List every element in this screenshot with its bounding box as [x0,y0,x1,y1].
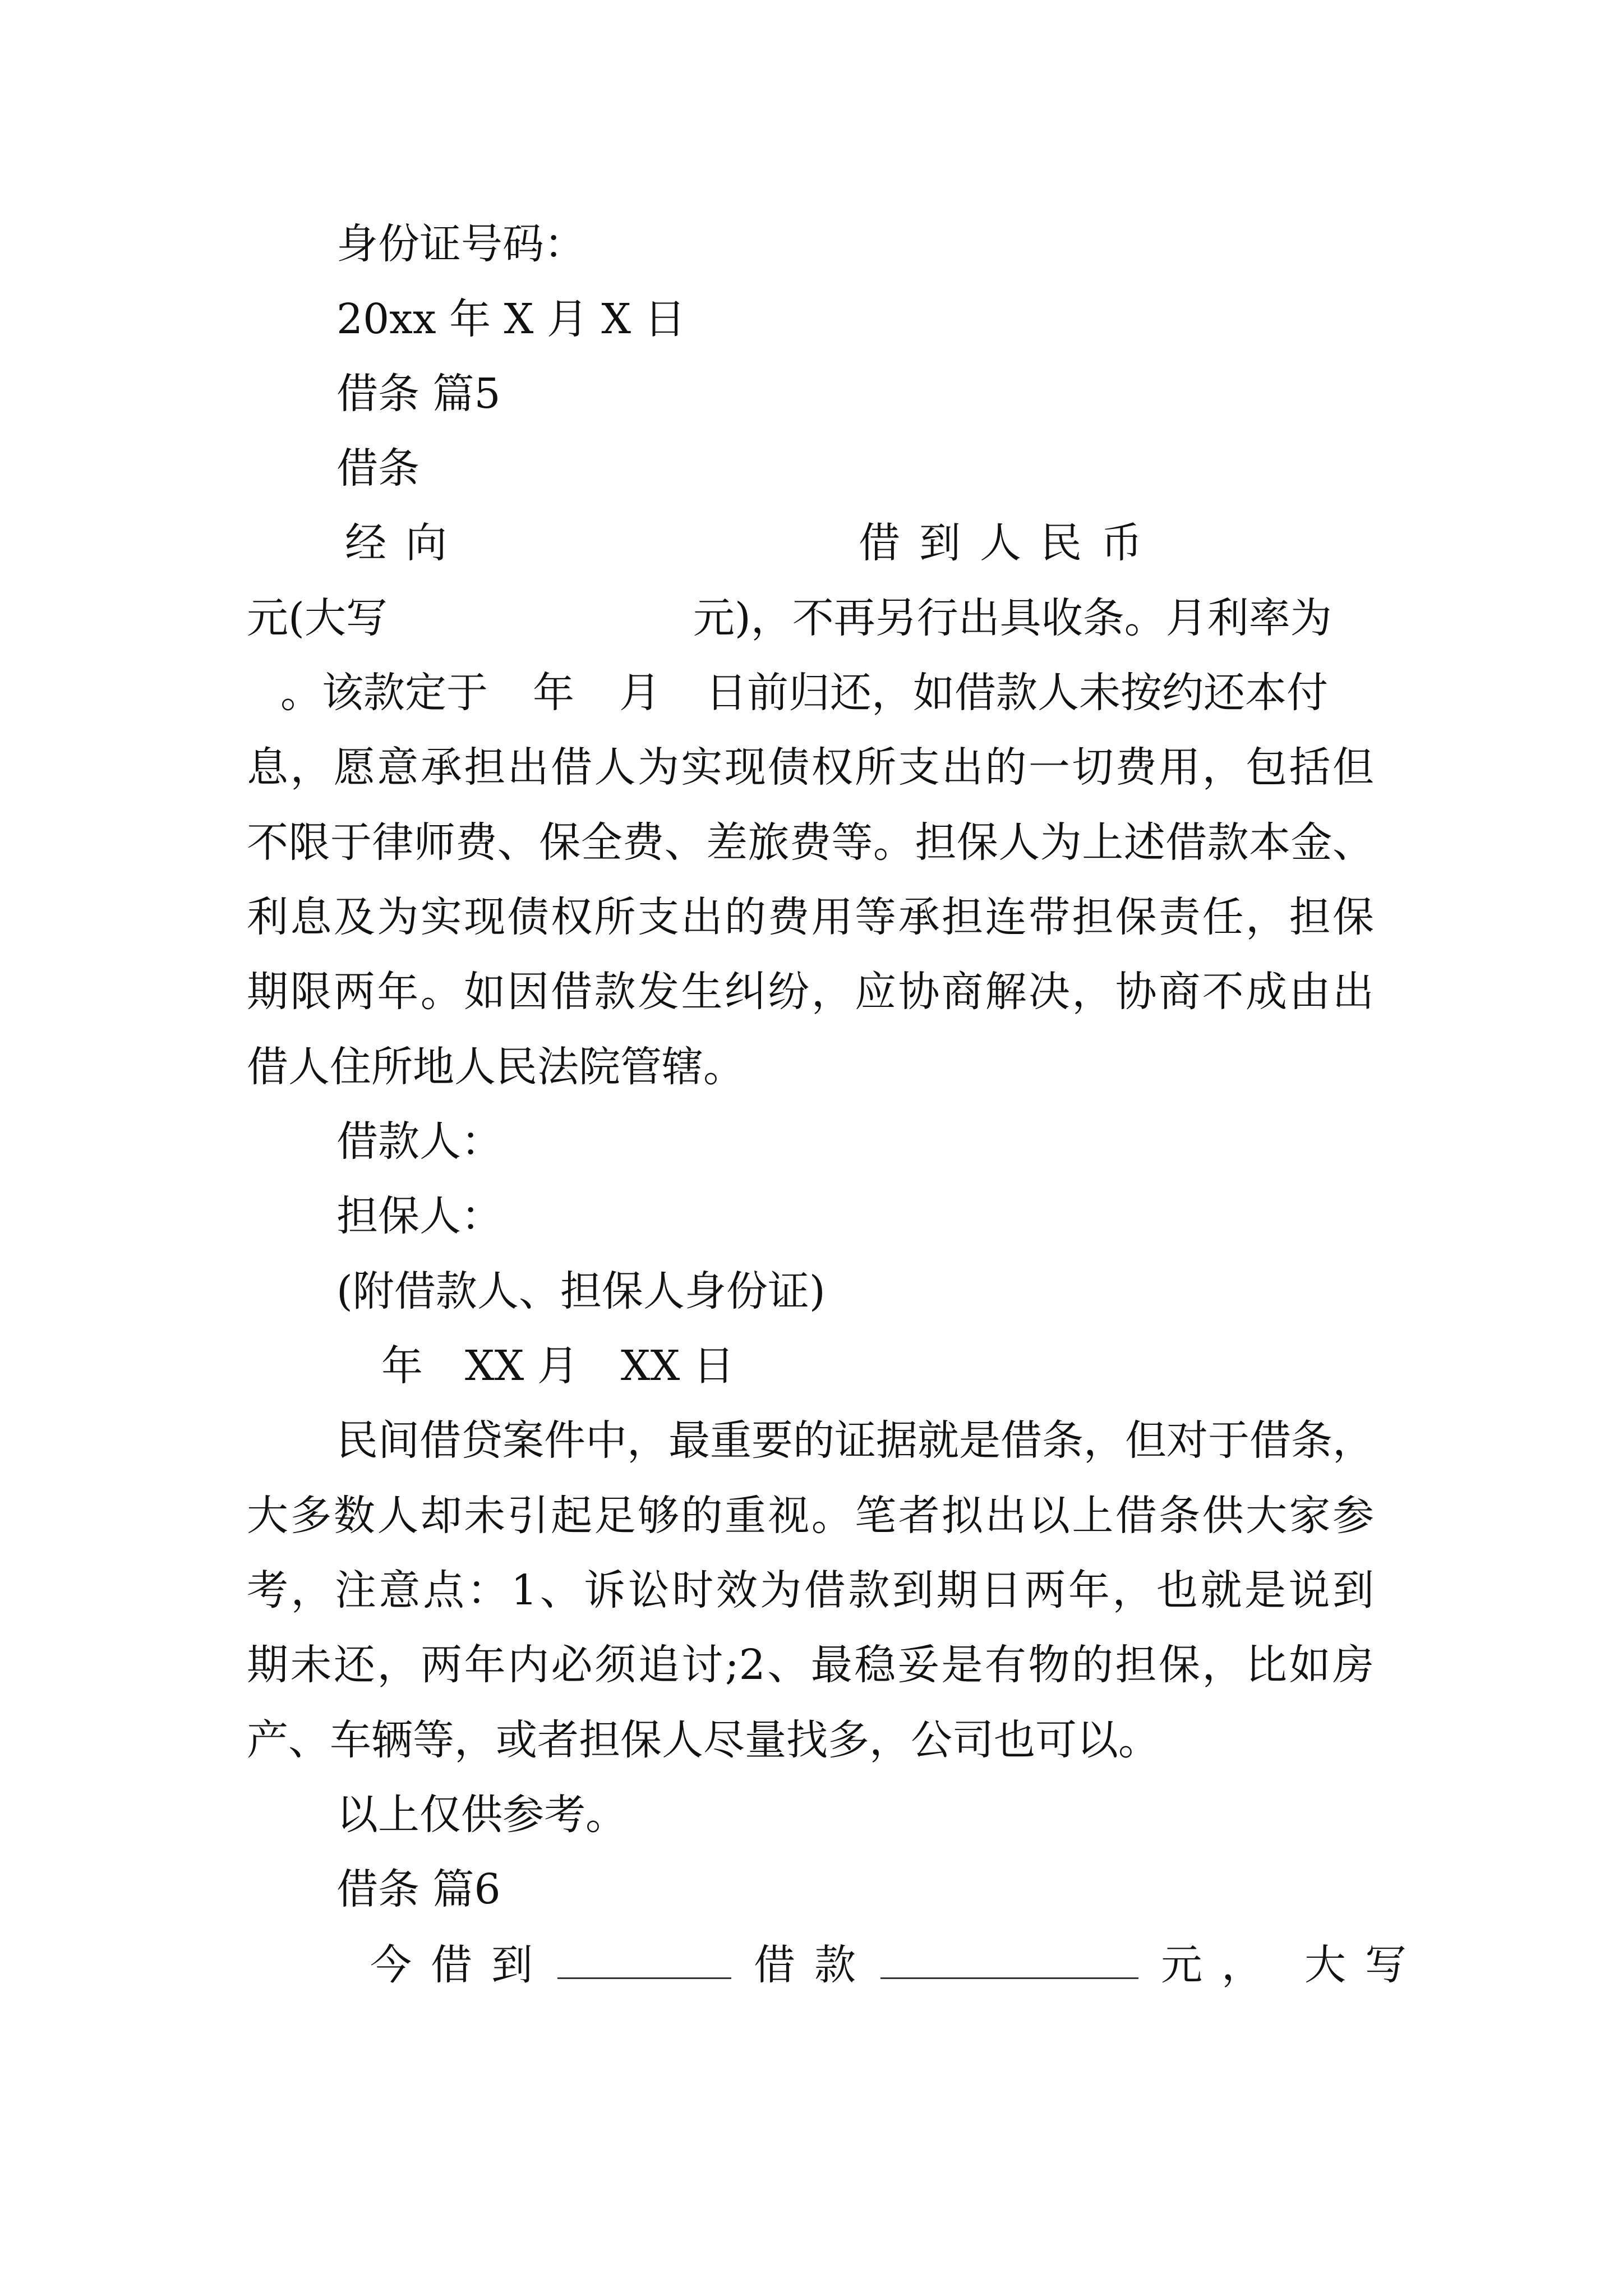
amount-prefix: 借到人民币 [859,519,1161,567]
signature-date [247,1342,1374,1390]
guarantor-label: 担保人： [336,1192,502,1240]
id-number-label: 身份证号码： [336,220,585,268]
repayment-month: 月 [619,669,661,717]
repayment-prefix: 。该款定于 [280,669,488,717]
paragraph-line-3 [247,669,1374,717]
repayment-year: 年 [533,669,574,717]
date-line: 20xx 年 X 月 X 日 [336,295,686,343]
uppercase-label: 大写 [1304,1941,1426,1989]
signature-month: XX 月 [465,1342,579,1390]
uppercase-amount-prefix: 元(大写 [247,594,388,642]
amount-blank [880,1944,1138,1979]
yuan-label: 元， [1161,1941,1282,1989]
paragraph-line-1 [247,519,1374,567]
note-line-5: 产、车辆等，或者担保人尽量找多，公司也可以。 [247,1716,1160,1764]
paragraph-line-8: 借人住所地人民法院管辖。 [247,1043,745,1091]
section-heading-6: 借条 篇6 [336,1865,501,1913]
section-heading-5: 借条 篇5 [336,370,501,418]
repayment-clause: 日前归还，如借款人未按约还本付 [706,669,1328,717]
note-line-4: 期未还，两年内必须追讨;2、最稳妥是有物的担保，比如房 [247,1641,1374,1689]
paragraph-line-4: 息，愿意承担出借人为实现债权所支出的一切费用，包括但 [247,743,1374,792]
iou-6-first-line [247,1941,1426,1989]
note-line-1: 民间借贷案件中，最重要的证据就是借条，但对于借条， [336,1416,1374,1465]
borrowed-from-prefix: 今借到 [370,1941,552,1989]
lender-prefix: 经向 [345,519,466,567]
signature-day: XX 日 [620,1342,735,1390]
iou-title: 借条 [336,444,419,493]
borrower-label: 借款人： [336,1117,502,1166]
paragraph-line-5: 不限于律师费、保全费、差旅费等。担保人为上述借款本金、 [247,818,1374,867]
paragraph-line-6: 利息及为实现债权所支出的费用等承担连带担保责任，担保 [247,893,1374,941]
paragraph-line-2 [247,594,1374,642]
lender-blank [557,1944,731,1979]
paragraph-line-7: 期限两年。如因借款发生纠纷，应协商解决，协商不成由出 [247,968,1374,1016]
signature-year: 年 [381,1342,423,1390]
attachment-note: (附借款人、担保人身份证) [336,1267,826,1315]
note-line-3: 考，注意点：1、诉讼时效为借款到期日两年，也就是说到 [247,1566,1374,1614]
receipt-clause: 元)，不再另行出具收条。月利率为 [693,594,1332,642]
note-line-2: 大多数人却未引起足够的重视。笔者拟出以上借条供大家参 [247,1492,1374,1540]
reference-only-text: 以上仅供参考。 [336,1791,627,1839]
loan-label: 借款 [754,1941,875,1989]
